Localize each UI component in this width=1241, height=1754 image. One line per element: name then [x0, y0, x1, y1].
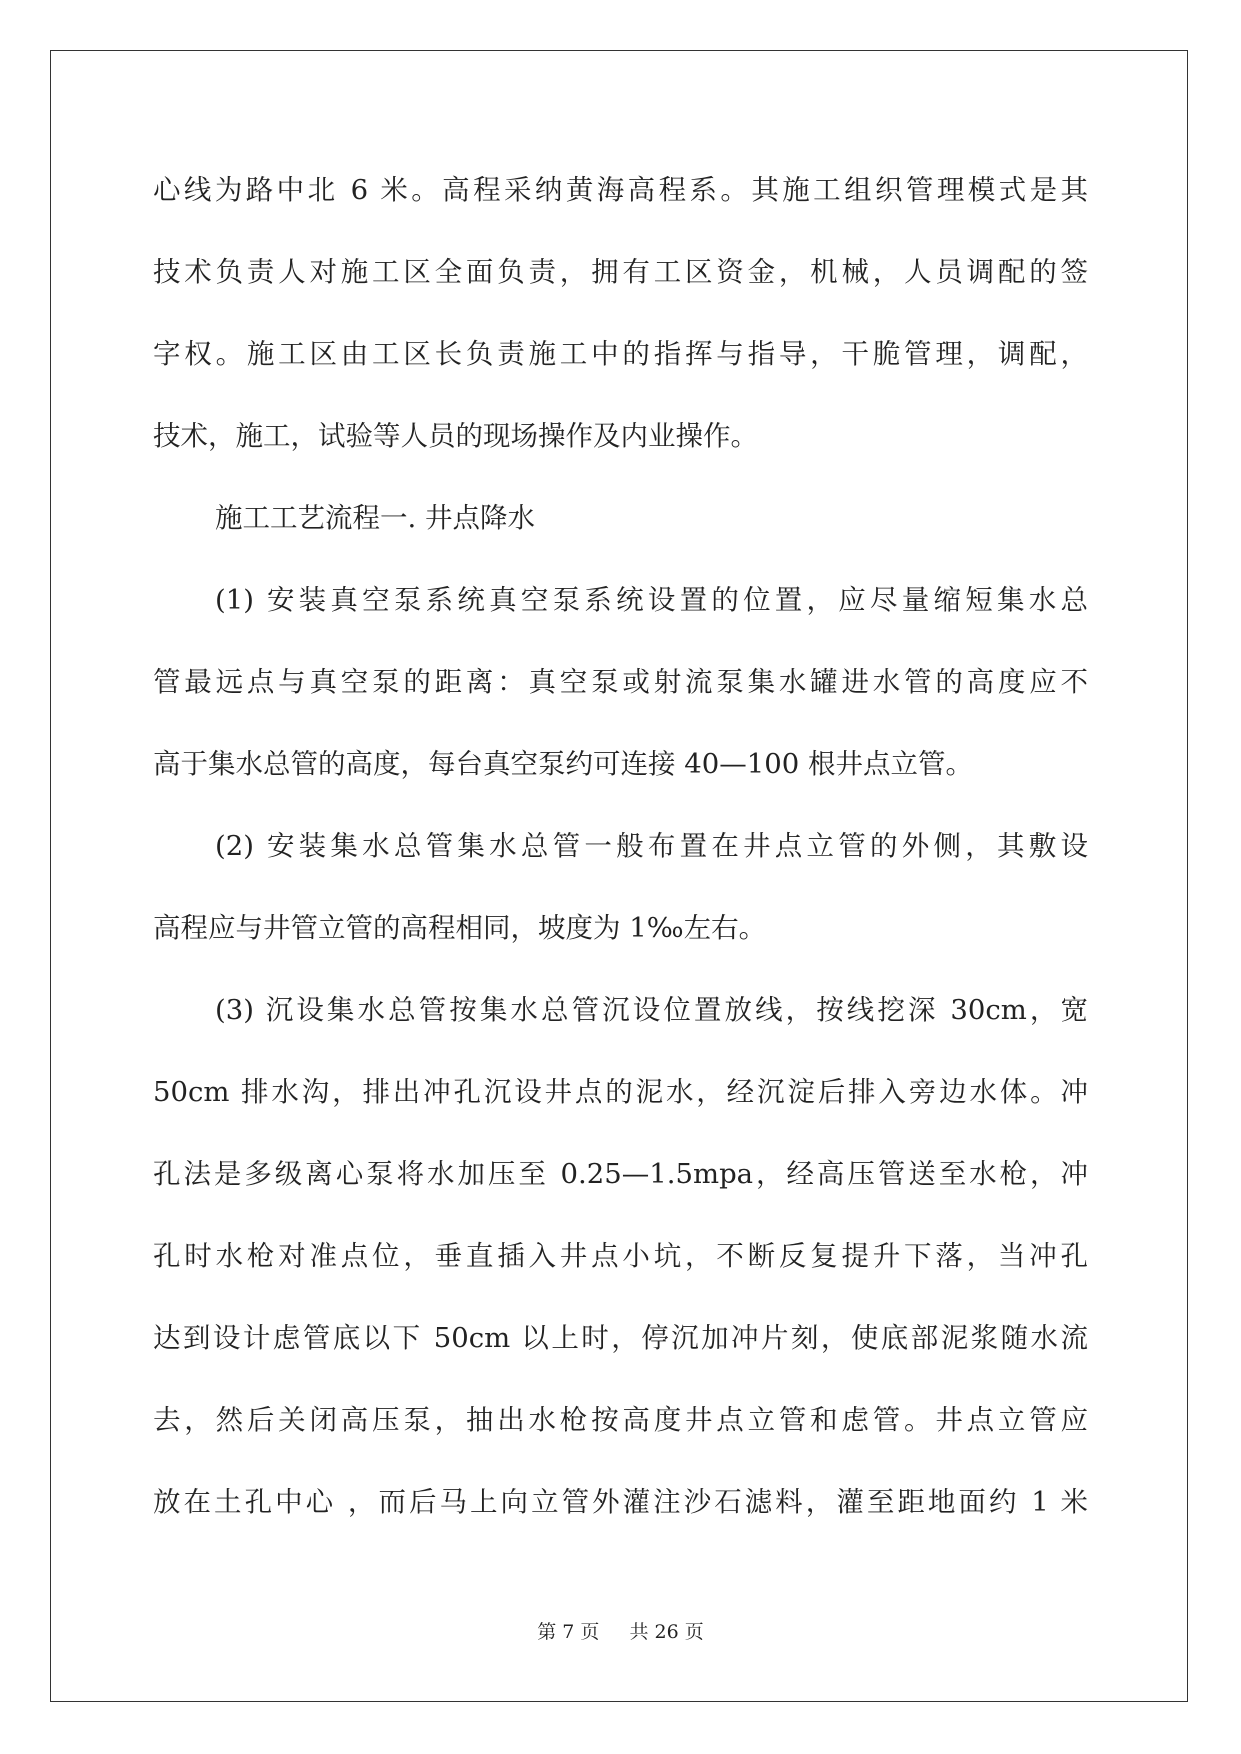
text-line: (2) 安装集水总管集水总管一般布置在井点立管的外侧，其敷设 [215, 830, 1088, 862]
text-line: (1) 安装真空泵系统真空泵系统设置的位置，应尽量缩短集水总 [215, 584, 1088, 616]
text-line: 孔时水枪对准点位，垂直插入井点小坑，不断反复提升下落，当冲孔 [153, 1240, 1088, 1272]
text-line: 去，然后关闭高压泵，抽出水枪按高度井点立管和虑管。井点立管应 [153, 1404, 1088, 1436]
text-line: 心线为路中北 6 米。高程采纳黄海高程系。其施工组织管理模式是其 [153, 174, 1088, 206]
text-line: 高程应与井管立管的高程相同，坡度为 1‰左右。 [153, 912, 767, 944]
text-line: 达到设计虑管底以下 50cm 以上时，停沉加冲片刻，使底部泥浆随水流 [153, 1322, 1088, 1354]
document-body [153, 160, 1088, 1554]
text-line: (3) 沉设集水总管按集水总管沉设位置放线，按线挖深 30cm，宽 [215, 994, 1088, 1026]
text-line: 50cm 排水沟，排出冲孔沉设井点的泥水，经沉淀后排入旁边水体。冲 [153, 1076, 1088, 1108]
text-line: 孔法是多级离心泵将水加压至 0.25—1.5mpa，经高压管送至水枪，冲 [153, 1158, 1088, 1190]
text-line: 技术，施工，试验等人员的现场操作及内业操作。 [153, 420, 758, 452]
text-line: 技术负责人对施工区全面负责，拥有工区资金，机械，人员调配的签 [153, 256, 1088, 288]
text-line: 管最远点与真空泵的距离：真空泵或射流泵集水罐进水管的高度应不 [153, 666, 1088, 698]
section-heading: 施工工艺流程一. 井点降水 [215, 502, 535, 534]
page-number: 第 7 页 [537, 1621, 600, 1643]
text-line: 放在土孔中心 ，而后马上向立管外灌注沙石滤料，灌至距地面约 1 米 [153, 1486, 1088, 1518]
page-footer [0, 1617, 1241, 1644]
text-line: 高于集水总管的高度，每台真空泵约可连接 40—100 根井点立管。 [153, 748, 973, 780]
total-pages: 共 26 页 [629, 1621, 704, 1643]
text-line: 字权。施工区由工区长负责施工中的指挥与指导，干脆管理，调配， [153, 338, 1088, 370]
